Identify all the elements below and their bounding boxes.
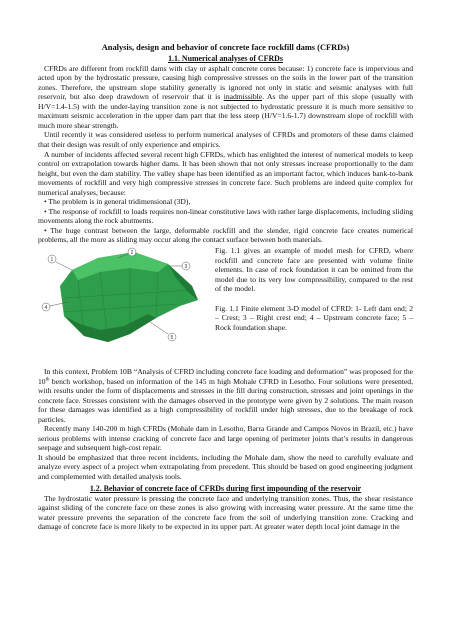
- paragraph-2: Until recently it was considered useless to perform numerical analyses of CFRDs and promoters of these dams claimed that their design was result of only experience and empirics.: [38, 130, 413, 149]
- figure-description: Fig. 1.1 gives an example of model mesh for CFRD, where rockfill and concrete face are presented with volume finite elements. In case of rock foundation it can be omitted from the model due to its very low compressibility, compared to the rest of the model.: [215, 245, 413, 294]
- figure-block: [38, 246, 413, 366]
- section-heading-1: 1.1. Numerical analyses of CFRDs: [168, 53, 283, 63]
- underlined-word: inadmissible: [223, 92, 263, 102]
- fig-label-4: 4: [44, 304, 48, 311]
- fig-label-5: 5: [170, 334, 174, 341]
- paragraph-5: Recently many 140-200 m high CFRDs (Mohale dam in Lesotho, Barra Grande and Campos Novos in Brazil, etc.) have serious problems with intense cracking of concrete face and large opening of perimeter joints that’s results in dangerous seepage and subsequent high-cost repair.: [38, 424, 413, 453]
- paragraph-7: The hydrostatic water pressure is pressing the concrete face and underlying transition zones. Thus, the shear resistance against sliding of the concrete face on these zones is also growing with increasing water pressure. At the same time the water pressure prevents the separation of the concrete face from the soil of underlying transition zone. Cracking and damage of concrete face is more likely to be expected in its upper part. At greater water depth local joint damage in the: [38, 493, 413, 532]
- fig-label-1: 1: [50, 256, 54, 263]
- fig-label-3: 3: [184, 263, 188, 270]
- paragraph-3: A number of incidents affected several recent high CFRDs, which has enlighted the interest of numerical models to keep control on extrapolation towards higher dams. It has been shown that not only stresses increase proportionally to the dam height, but even the dam stability. The valley shape has been identified as an important factor, which induces bank-to-bank movements of rockfill and very high compressive stresses in concrete face. Such problems are indeed quite complex for numerical analyses, because:: [38, 149, 413, 197]
- figure-caption: Fig. 1.1 Finite element 3-D model of CFRD: 1- Left dam end; 2 – Crest; 3 – Right crest end; 4 – Upstream concrete face; 5 – Rock foundation shape.: [215, 303, 413, 332]
- section-heading-2: 1.2. Behavior of concrete face of CFRDs during first impounding of the reservoir: [89, 483, 362, 493]
- paragraph-4: In this context, Problem 10B “Analysis of CFRD including concrete face loading and deformation” was proposed for the 10th bench workshop, based on information of the 145 m high Mohale CFRD in Lesotho. Four solutions were presented, with results under the form of displacements and stresses in the fill during construction, stresses and joint openings in the concrete face. Stresses consistent with the damages observed in the prototype were given by 2 solutions. The main reason for these damages was identified as a high compressibility of rockfill under high stresses, due to the breakage of rock particles.: [38, 366, 413, 424]
- figure-1-1-mesh-image: [38, 246, 212, 366]
- document-title: Analysis, design and behavior of concrete face rockfill dams (CFRDs): [101, 43, 350, 52]
- bullet-item-2: • The response of rockfill to loads requires non-linear constitutive laws with rather large displacements, including sliding movements along the rock abutments.: [38, 206, 413, 226]
- figure-text-column: [212, 246, 413, 332]
- bullet-item-3: • The huge contrast between the large, deformable rockfill and the slender, rigid concrete face creates numerical problems, all the more as sliding may occur along the contact surface between both materials.: [38, 225, 413, 245]
- fig-label-2: 2: [130, 249, 134, 256]
- paragraph-6: It should be emphasized that three recent incidents, including the Mohale dam, show the need to carefully evaluate and analyze every aspect of a project when extrapolating from precedent. This should be based on good engineering judgment and complemented with detailed analysis tools.: [38, 452, 413, 481]
- bullet-item-1: • The problem is in general tridimensional (3D),: [44, 197, 191, 207]
- paragraph-1: CFRDs are different from rockfill dams with clay or asphalt concrete cores because: 1) concrete face is impervious and acted upon by the hydrostatic pressure, causing high compressive stresses on the soils in the lower part of the transition zones. Therefore, the upstream slope stability generally is ignored not only in static and seismic analyses with full reservoir, but also deep drawdown of reservoir that it is inadmissible. As the upper part of this slope (usually with H/V=1.4-1.5) with the under-laying transition zone is not subjected to hydrostatic pressure it is much more sensitive to maximum seismic acceleration in the upper dam part that the less steep (H/V=1.6-1.7) downstream slope of rockfill with much more shear strength.: [38, 63, 414, 130]
- mesh-drawing: [38, 246, 212, 366]
